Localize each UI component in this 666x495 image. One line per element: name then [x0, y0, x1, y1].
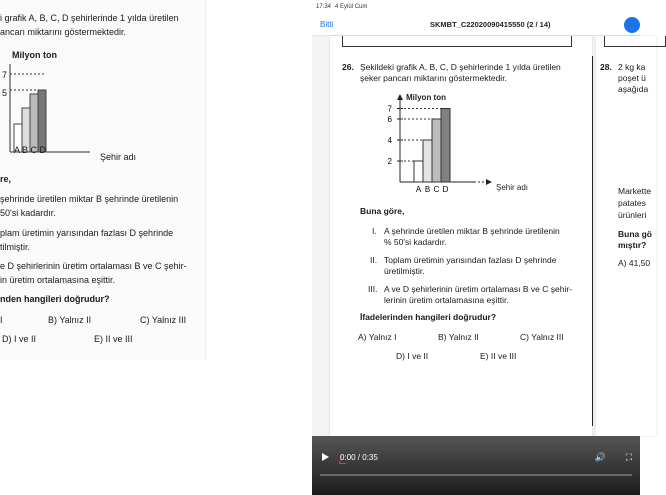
statement-line: % 50'si kadardır.	[384, 237, 447, 247]
chart-xlabel: Şehir adı	[496, 183, 529, 192]
bg-text-line: 7	[2, 70, 8, 80]
bg-text-line: Şehir adı	[100, 152, 137, 162]
bg-text-line: C) Yalnız III	[140, 315, 187, 325]
category-label: B	[424, 185, 431, 194]
choice-text: I ve II	[407, 351, 429, 361]
status-date: 4 Eylül Cum	[335, 4, 368, 10]
choice-letter: A)	[358, 332, 367, 342]
bg-text-line: şehrinde üretilen miktar B şehrinde üretilenin	[0, 194, 179, 204]
choice-text: Yalnız I	[368, 332, 397, 342]
choice-letter: E)	[480, 351, 489, 361]
next-question-line: aşağıda	[618, 84, 649, 94]
choice-text: II ve III	[490, 351, 517, 361]
video-controls	[312, 436, 640, 495]
bg-text-line: E) II ve III	[94, 334, 133, 344]
y-tick-label: 4	[387, 136, 392, 145]
statement-line: lerinin üretim ortalamasına eşittir.	[384, 295, 509, 305]
choice-text: Yalnız III	[531, 332, 564, 342]
status-time: 17:34	[316, 4, 332, 10]
next-question-choice[interactable]: A) 41,50	[618, 258, 651, 268]
nav-bar	[312, 14, 640, 36]
bg-text-line: 50'si kadardır.	[0, 208, 56, 218]
next-question-line: poşet ü	[618, 73, 646, 83]
bg-text-line: Milyon ton	[12, 50, 57, 60]
bg-text-line: re,	[0, 174, 12, 184]
statement-roman: I.	[372, 226, 377, 236]
document-pages[interactable]	[312, 36, 652, 436]
choice-e[interactable]	[480, 351, 516, 361]
document-title: SKMBT_C22020090415550 (2 / 14)	[430, 20, 551, 29]
background-blank	[0, 360, 300, 495]
bg-text-line: 5	[2, 88, 8, 98]
choice-letter: C)	[520, 332, 529, 342]
category-label: D	[442, 185, 449, 194]
y-tick-label: 6	[387, 115, 392, 124]
circle-icon[interactable]	[624, 17, 640, 33]
bg-text-line: tilmiştir.	[0, 242, 30, 252]
statement-line: A ve D şehirlerinin üretim ortalaması B ve C şehir-	[384, 284, 573, 294]
statement-roman: III.	[368, 284, 378, 294]
bg-text-line: ancarı miktarını göstermektedir.	[0, 27, 127, 37]
bar-chart	[370, 88, 560, 196]
question-stem-line: Şekildeki grafik A, B, C, D şehirlerinde 1 yılda üretilen	[360, 62, 561, 72]
bg-text-line: D) I ve II	[2, 334, 37, 344]
video-progress-bar[interactable]	[320, 474, 632, 476]
y-tick-label: 7	[387, 104, 392, 114]
column-divider	[592, 56, 593, 426]
choice-b[interactable]	[438, 332, 479, 342]
done-button[interactable]: Bitti	[320, 20, 334, 29]
statement-line: Toplam üretimin yarısından fazlası D şehrinde	[384, 255, 557, 265]
question-ask: İfadelerinden hangileri doğrudur?	[360, 312, 497, 322]
bg-text-line: i grafik A, B, C, D şehirlerinde 1 yılda üretilen	[0, 13, 179, 23]
bg-text-line: plam üretimin yarısından fazlası D şehrinde	[0, 228, 174, 238]
page-next	[596, 36, 656, 436]
volume-icon[interactable]: 🔊	[594, 452, 606, 462]
y-axis-arrow	[397, 94, 403, 100]
choice-text: Yalnız II	[448, 332, 479, 342]
video-time: 0:00 / 0:35	[340, 453, 378, 462]
background-page	[0, 0, 206, 360]
statement-line: A şehrinde üretilen miktar B şehrinde üretilenin	[384, 226, 560, 236]
bg-text-line: in üretim ortalamasına eşittir.	[0, 275, 116, 285]
bg-text-line: e D şehirlerinin üretim ortalaması B ve C şehir-	[0, 261, 187, 271]
subquestion: Buna göre,	[360, 206, 405, 216]
chart-ylabel: Milyon ton	[406, 93, 446, 102]
bar-b	[423, 140, 432, 182]
choice-a[interactable]	[358, 332, 396, 342]
bg-text-line: I	[0, 315, 3, 325]
next-question-line: ürünleri	[618, 210, 647, 220]
bg-text-line: B) Yalnız II	[48, 315, 92, 325]
question-number: 26.	[342, 62, 354, 72]
next-question-line: Markette	[618, 186, 652, 196]
fullscreen-icon[interactable]: ⛶	[625, 452, 632, 462]
next-question-line: 2 kg ka	[618, 62, 646, 72]
choice-d[interactable]	[396, 351, 428, 361]
page-current	[330, 36, 592, 436]
category-label: C	[433, 185, 440, 194]
previous-question-box	[604, 36, 666, 47]
next-question-line: patates	[618, 198, 646, 208]
x-axis-arrow	[486, 179, 492, 185]
bar-d	[441, 109, 450, 183]
next-question-ask: Buna gö	[618, 229, 652, 239]
choice-c[interactable]	[520, 332, 564, 342]
statement-line: üretilmiştir.	[384, 266, 425, 276]
choice-letter: B)	[438, 332, 447, 342]
next-question-number: 28.	[600, 62, 612, 72]
choice-letter: D)	[396, 351, 405, 361]
bar-a	[414, 161, 423, 182]
question-stem-line: şeker pancarı miktarını göstermektedir.	[360, 73, 507, 83]
play-icon[interactable]	[322, 453, 329, 461]
bar-c	[432, 119, 441, 182]
next-question-ask: mıştır?	[618, 240, 647, 250]
bg-text-line: A B C D	[14, 145, 47, 155]
previous-question-box	[342, 36, 572, 47]
document-viewer	[312, 0, 652, 495]
status-bar	[312, 0, 640, 14]
category-label: A	[415, 185, 422, 194]
y-tick-label: 2	[387, 157, 392, 166]
statement-roman: II.	[370, 255, 378, 265]
bg-text-line: nden hangileri doğrudur?	[0, 294, 110, 304]
